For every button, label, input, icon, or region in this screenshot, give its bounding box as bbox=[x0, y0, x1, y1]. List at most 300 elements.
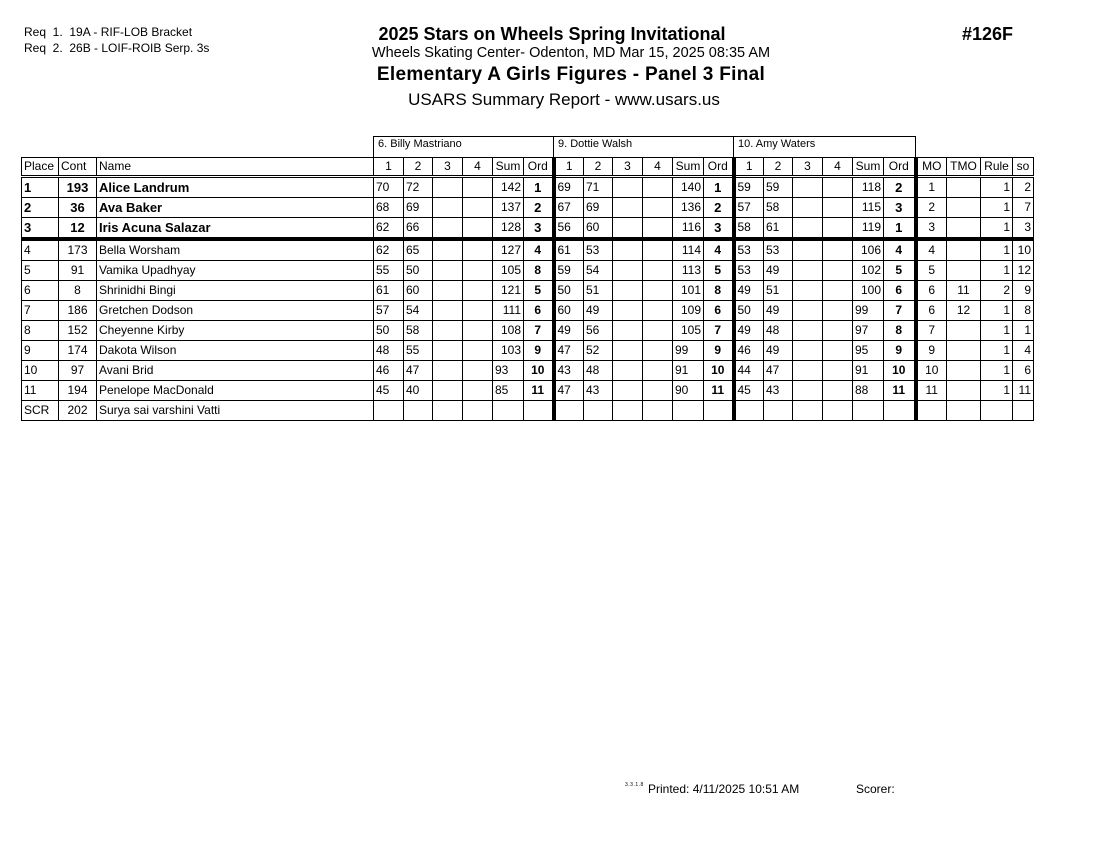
mark-cell: 60 bbox=[404, 281, 433, 301]
so-cell: 2 bbox=[1013, 177, 1034, 198]
name-cell: Iris Acuna Salazar bbox=[97, 218, 374, 240]
mark-cell: 49 bbox=[584, 301, 613, 321]
col-header-mark-3: 3 bbox=[433, 158, 463, 177]
name-cell: Surya sai varshini Vatti bbox=[97, 401, 374, 421]
tmo-cell bbox=[947, 341, 981, 361]
mark-cell bbox=[433, 361, 463, 381]
mark-cell bbox=[823, 239, 853, 261]
col-header-mark-2: 2 bbox=[764, 158, 793, 177]
mark-cell: 60 bbox=[584, 218, 613, 240]
mark-cell bbox=[463, 218, 493, 240]
mark-cell: 44 bbox=[734, 361, 764, 381]
mo-cell: 11 bbox=[916, 381, 947, 401]
mark-cell bbox=[463, 341, 493, 361]
mark-cell bbox=[793, 341, 823, 361]
table-row bbox=[22, 341, 1034, 361]
table-row bbox=[22, 177, 1034, 198]
mark-cell: 43 bbox=[764, 381, 793, 401]
ord-cell: 3 bbox=[884, 198, 916, 218]
sum-cell: 127 bbox=[493, 239, 524, 261]
mark-cell: 61 bbox=[374, 281, 404, 301]
rule-cell: 1 bbox=[981, 239, 1013, 261]
name-cell: Gretchen Dodson bbox=[97, 301, 374, 321]
rule-cell: 1 bbox=[981, 361, 1013, 381]
mark-cell: 61 bbox=[764, 218, 793, 240]
sum-cell: 136 bbox=[673, 198, 704, 218]
col-header-cont: Cont bbox=[59, 158, 97, 177]
sum-cell: 99 bbox=[853, 301, 884, 321]
place-cell: 10 bbox=[22, 361, 59, 381]
cont-cell: 194 bbox=[59, 381, 97, 401]
mark-cell: 49 bbox=[734, 281, 764, 301]
event-title: 2025 Stars on Wheels Spring Invitational bbox=[378, 24, 726, 44]
col-header-sum: Sum bbox=[853, 158, 884, 177]
mark-cell: 49 bbox=[764, 261, 793, 281]
mark-cell bbox=[793, 177, 823, 198]
sum-cell: 115 bbox=[853, 198, 884, 218]
ord-cell bbox=[524, 401, 554, 421]
so-cell: 1 bbox=[1013, 321, 1034, 341]
ord-cell: 8 bbox=[704, 281, 734, 301]
mark-cell: 49 bbox=[764, 301, 793, 321]
name-cell: Vamika Upadhyay bbox=[97, 261, 374, 281]
sum-cell: 118 bbox=[853, 177, 884, 198]
table-row bbox=[22, 401, 1034, 421]
mark-cell: 59 bbox=[764, 177, 793, 198]
scorer-label: Scorer: bbox=[856, 782, 895, 796]
mark-cell bbox=[433, 261, 463, 281]
mark-cell bbox=[433, 239, 463, 261]
mark-cell: 61 bbox=[554, 239, 584, 261]
mark-cell bbox=[463, 261, 493, 281]
tmo-cell: 12 bbox=[947, 301, 981, 321]
mark-cell: 72 bbox=[404, 177, 433, 198]
sum-cell: 140 bbox=[673, 177, 704, 198]
col-header-ord: Ord bbox=[704, 158, 734, 177]
mark-cell bbox=[793, 218, 823, 240]
ord-cell: 3 bbox=[704, 218, 734, 240]
ord-cell: 2 bbox=[524, 198, 554, 218]
mark-cell bbox=[823, 361, 853, 381]
col-header-ord: Ord bbox=[524, 158, 554, 177]
mark-cell bbox=[613, 301, 643, 321]
mark-cell: 47 bbox=[554, 341, 584, 361]
mark-cell bbox=[613, 198, 643, 218]
mark-cell: 49 bbox=[734, 321, 764, 341]
rule-cell: 1 bbox=[981, 381, 1013, 401]
sum-cell: 119 bbox=[853, 218, 884, 240]
ord-cell: 7 bbox=[704, 321, 734, 341]
col-header-mark-3: 3 bbox=[613, 158, 643, 177]
col-header-rule: Rule bbox=[981, 158, 1013, 177]
col-header-mo: MO bbox=[916, 158, 947, 177]
ord-cell: 10 bbox=[524, 361, 554, 381]
mark-cell bbox=[613, 239, 643, 261]
place-cell: 5 bbox=[22, 261, 59, 281]
mark-cell: 50 bbox=[734, 301, 764, 321]
so-cell: 12 bbox=[1013, 261, 1034, 281]
col-header-name: Name bbox=[97, 158, 374, 177]
mark-cell: 50 bbox=[374, 321, 404, 341]
sum-cell: 116 bbox=[673, 218, 704, 240]
place-cell: 7 bbox=[22, 301, 59, 321]
mark-cell: 67 bbox=[554, 198, 584, 218]
mark-cell: 48 bbox=[374, 341, 404, 361]
ord-cell: 10 bbox=[704, 361, 734, 381]
mark-cell bbox=[793, 361, 823, 381]
mark-cell bbox=[643, 218, 673, 240]
mark-cell bbox=[823, 198, 853, 218]
mark-cell bbox=[613, 177, 643, 198]
mark-cell bbox=[433, 381, 463, 401]
place-cell: 1 bbox=[22, 177, 59, 198]
table-row bbox=[22, 218, 1034, 240]
mark-cell: 58 bbox=[404, 321, 433, 341]
venue-date: Wheels Skating Center- Odenton, MD Mar 15, 2025 08:35 AM bbox=[371, 45, 771, 61]
cont-cell: 8 bbox=[59, 281, 97, 301]
mo-cell: 7 bbox=[916, 321, 947, 341]
so-cell: 4 bbox=[1013, 341, 1034, 361]
mark-cell bbox=[793, 401, 823, 421]
place-cell: 9 bbox=[22, 341, 59, 361]
table-row bbox=[22, 239, 1034, 261]
mark-cell: 56 bbox=[584, 321, 613, 341]
so-cell: 8 bbox=[1013, 301, 1034, 321]
table-row bbox=[22, 261, 1034, 281]
tmo-cell bbox=[947, 321, 981, 341]
rule-cell: 2 bbox=[981, 281, 1013, 301]
ord-cell: 9 bbox=[884, 341, 916, 361]
col-header-sum: Sum bbox=[493, 158, 524, 177]
mark-cell: 49 bbox=[554, 321, 584, 341]
col-header-mark-1: 1 bbox=[734, 158, 764, 177]
sum-cell: 101 bbox=[673, 281, 704, 301]
so-cell: 7 bbox=[1013, 198, 1034, 218]
judge-2-header: 9. Dottie Walsh bbox=[554, 137, 734, 158]
col-header-mark-2: 2 bbox=[584, 158, 613, 177]
mark-cell: 54 bbox=[584, 261, 613, 281]
place-cell: 4 bbox=[22, 239, 59, 261]
rule-cell: 1 bbox=[981, 198, 1013, 218]
sum-cell: 105 bbox=[673, 321, 704, 341]
sum-cell: 95 bbox=[853, 341, 884, 361]
mark-cell bbox=[643, 239, 673, 261]
name-cell: Penelope MacDonald bbox=[97, 381, 374, 401]
sum-cell: 97 bbox=[853, 321, 884, 341]
mark-cell: 43 bbox=[554, 361, 584, 381]
sum-cell: 108 bbox=[493, 321, 524, 341]
sum-cell: 85 bbox=[493, 381, 524, 401]
ord-cell: 7 bbox=[884, 301, 916, 321]
mo-cell: 3 bbox=[916, 218, 947, 240]
mark-cell bbox=[584, 401, 613, 421]
sum-cell: 121 bbox=[493, 281, 524, 301]
mark-cell bbox=[433, 281, 463, 301]
sum-cell: 91 bbox=[853, 361, 884, 381]
mark-cell: 43 bbox=[584, 381, 613, 401]
ord-cell: 9 bbox=[524, 341, 554, 361]
ord-cell: 8 bbox=[884, 321, 916, 341]
ord-cell bbox=[884, 401, 916, 421]
mark-cell bbox=[793, 281, 823, 301]
rule-cell: 1 bbox=[981, 218, 1013, 240]
mark-cell bbox=[463, 239, 493, 261]
mark-cell bbox=[643, 321, 673, 341]
col-header-mark-3: 3 bbox=[793, 158, 823, 177]
mark-cell bbox=[643, 261, 673, 281]
mark-cell: 69 bbox=[554, 177, 584, 198]
report-title: USARS Summary Report - www.usars.us bbox=[408, 90, 720, 109]
mark-cell bbox=[643, 198, 673, 218]
mark-cell bbox=[463, 198, 493, 218]
mo-cell: 10 bbox=[916, 361, 947, 381]
name-cell: Avani Brid bbox=[97, 361, 374, 381]
ord-cell: 6 bbox=[524, 301, 554, 321]
mark-cell: 57 bbox=[734, 198, 764, 218]
sum-cell: 99 bbox=[673, 341, 704, 361]
so-cell: 6 bbox=[1013, 361, 1034, 381]
mark-cell bbox=[823, 321, 853, 341]
mark-cell: 56 bbox=[554, 218, 584, 240]
judge-3-header: 10. Amy Waters bbox=[734, 137, 916, 158]
mark-cell bbox=[613, 401, 643, 421]
mark-cell: 62 bbox=[374, 218, 404, 240]
mark-cell: 52 bbox=[584, 341, 613, 361]
mark-cell: 71 bbox=[584, 177, 613, 198]
judge-1-header: 6. Billy Mastriano bbox=[374, 137, 554, 158]
sum-cell bbox=[853, 401, 884, 421]
mark-cell: 50 bbox=[404, 261, 433, 281]
mark-cell: 53 bbox=[584, 239, 613, 261]
mark-cell bbox=[643, 281, 673, 301]
mark-cell bbox=[613, 321, 643, 341]
sum-cell: 128 bbox=[493, 218, 524, 240]
mark-cell: 66 bbox=[404, 218, 433, 240]
mark-cell bbox=[433, 321, 463, 341]
name-cell: Dakota Wilson bbox=[97, 341, 374, 361]
mark-cell bbox=[793, 381, 823, 401]
mark-cell bbox=[764, 401, 793, 421]
mark-cell bbox=[643, 177, 673, 198]
mark-cell: 53 bbox=[734, 239, 764, 261]
col-header-tmo: TMO bbox=[947, 158, 981, 177]
sum-cell: 91 bbox=[673, 361, 704, 381]
cont-cell: 174 bbox=[59, 341, 97, 361]
mark-cell bbox=[463, 401, 493, 421]
ord-cell: 11 bbox=[704, 381, 734, 401]
cont-cell: 97 bbox=[59, 361, 97, 381]
mark-cell bbox=[433, 218, 463, 240]
mo-cell: 6 bbox=[916, 281, 947, 301]
name-cell: Alice Landrum bbox=[97, 177, 374, 198]
ord-cell: 11 bbox=[524, 381, 554, 401]
so-cell bbox=[1013, 401, 1034, 421]
name-cell: Cheyenne Kirby bbox=[97, 321, 374, 341]
mark-cell: 48 bbox=[764, 321, 793, 341]
mark-cell: 47 bbox=[404, 361, 433, 381]
table-row bbox=[22, 301, 1034, 321]
ord-cell: 11 bbox=[884, 381, 916, 401]
table-row bbox=[22, 321, 1034, 341]
ord-cell: 2 bbox=[884, 177, 916, 198]
ord-cell: 4 bbox=[524, 239, 554, 261]
ord-cell: 5 bbox=[524, 281, 554, 301]
printed-timestamp: Printed: 4/11/2025 10:51 AM bbox=[648, 782, 800, 796]
rule-cell: 1 bbox=[981, 261, 1013, 281]
requirement-1: Req 1. 19A - RIF-LOB Bracket bbox=[24, 25, 193, 39]
mark-cell: 51 bbox=[764, 281, 793, 301]
requirement-2: Req 2. 26B - LOIF-ROIB Serp. 3s bbox=[24, 41, 210, 55]
table-row bbox=[22, 381, 1034, 401]
rule-cell bbox=[981, 401, 1013, 421]
mark-cell bbox=[613, 361, 643, 381]
ord-cell: 9 bbox=[704, 341, 734, 361]
name-cell: Ava Baker bbox=[97, 198, 374, 218]
mark-cell bbox=[433, 401, 463, 421]
cont-cell: 91 bbox=[59, 261, 97, 281]
mark-cell bbox=[404, 401, 433, 421]
mark-cell bbox=[613, 261, 643, 281]
mark-cell bbox=[823, 281, 853, 301]
mark-cell bbox=[613, 218, 643, 240]
ord-cell: 10 bbox=[884, 361, 916, 381]
mark-cell: 69 bbox=[584, 198, 613, 218]
mark-cell bbox=[823, 218, 853, 240]
mo-cell: 6 bbox=[916, 301, 947, 321]
sum-cell: 114 bbox=[673, 239, 704, 261]
mark-cell bbox=[823, 381, 853, 401]
mark-cell: 47 bbox=[764, 361, 793, 381]
mo-cell: 5 bbox=[916, 261, 947, 281]
col-header-mark-4: 4 bbox=[823, 158, 853, 177]
place-cell: 6 bbox=[22, 281, 59, 301]
mark-cell bbox=[823, 341, 853, 361]
mark-cell: 48 bbox=[584, 361, 613, 381]
mark-cell: 55 bbox=[404, 341, 433, 361]
event-number: #126F bbox=[962, 24, 1014, 44]
ord-cell: 1 bbox=[704, 177, 734, 198]
mark-cell: 50 bbox=[554, 281, 584, 301]
ord-cell: 1 bbox=[524, 177, 554, 198]
mark-cell bbox=[793, 261, 823, 281]
ord-cell: 4 bbox=[704, 239, 734, 261]
mark-cell bbox=[613, 381, 643, 401]
name-cell: Bella Worsham bbox=[97, 239, 374, 261]
judges-row bbox=[22, 137, 1034, 158]
table-row bbox=[22, 361, 1034, 381]
mark-cell: 57 bbox=[374, 301, 404, 321]
mark-cell bbox=[793, 301, 823, 321]
mark-cell bbox=[823, 301, 853, 321]
ord-cell: 8 bbox=[524, 261, 554, 281]
cont-cell: 173 bbox=[59, 239, 97, 261]
rule-cell: 1 bbox=[981, 341, 1013, 361]
mark-cell bbox=[793, 198, 823, 218]
mark-cell bbox=[463, 381, 493, 401]
ord-cell: 6 bbox=[884, 281, 916, 301]
place-cell: SCR bbox=[22, 401, 59, 421]
tmo-cell bbox=[947, 218, 981, 240]
ord-cell: 7 bbox=[524, 321, 554, 341]
sum-cell bbox=[493, 401, 524, 421]
mo-cell: 9 bbox=[916, 341, 947, 361]
mark-cell: 46 bbox=[374, 361, 404, 381]
mo-cell: 4 bbox=[916, 239, 947, 261]
mark-cell bbox=[554, 401, 584, 421]
sum-cell: 106 bbox=[853, 239, 884, 261]
sum-cell: 100 bbox=[853, 281, 884, 301]
mark-cell bbox=[643, 341, 673, 361]
mark-cell: 55 bbox=[374, 261, 404, 281]
mark-cell: 59 bbox=[554, 261, 584, 281]
tmo-cell bbox=[947, 401, 981, 421]
mark-cell bbox=[643, 361, 673, 381]
mark-cell bbox=[613, 281, 643, 301]
col-header-mark-4: 4 bbox=[643, 158, 673, 177]
mark-cell: 53 bbox=[764, 239, 793, 261]
column-header-row bbox=[22, 158, 1034, 177]
col-header-ord: Ord bbox=[884, 158, 916, 177]
mark-cell bbox=[463, 361, 493, 381]
mark-cell bbox=[793, 239, 823, 261]
mark-cell: 58 bbox=[764, 198, 793, 218]
mark-cell: 47 bbox=[554, 381, 584, 401]
tmo-cell bbox=[947, 177, 981, 198]
col-header-so: so bbox=[1013, 158, 1034, 177]
mark-cell: 58 bbox=[734, 218, 764, 240]
cont-cell: 186 bbox=[59, 301, 97, 321]
mark-cell bbox=[433, 177, 463, 198]
mark-cell: 51 bbox=[584, 281, 613, 301]
place-cell: 3 bbox=[22, 218, 59, 240]
mark-cell: 46 bbox=[734, 341, 764, 361]
col-header-mark-1: 1 bbox=[554, 158, 584, 177]
place-cell: 11 bbox=[22, 381, 59, 401]
rule-cell: 1 bbox=[981, 321, 1013, 341]
mark-cell bbox=[643, 381, 673, 401]
mark-cell bbox=[734, 401, 764, 421]
mo-cell: 1 bbox=[916, 177, 947, 198]
ord-cell: 3 bbox=[524, 218, 554, 240]
col-header-mark-2: 2 bbox=[404, 158, 433, 177]
cont-cell: 12 bbox=[59, 218, 97, 240]
mark-cell: 53 bbox=[734, 261, 764, 281]
mark-cell: 62 bbox=[374, 239, 404, 261]
mark-cell bbox=[433, 341, 463, 361]
tmo-cell: 11 bbox=[947, 281, 981, 301]
place-cell: 2 bbox=[22, 198, 59, 218]
col-header-sum: Sum bbox=[673, 158, 704, 177]
tmo-cell bbox=[947, 361, 981, 381]
mark-cell: 59 bbox=[734, 177, 764, 198]
mo-cell: 2 bbox=[916, 198, 947, 218]
sum-cell: 113 bbox=[673, 261, 704, 281]
place-cell: 8 bbox=[22, 321, 59, 341]
results-table bbox=[21, 136, 1034, 421]
sum-cell: 142 bbox=[493, 177, 524, 198]
sum-cell: 93 bbox=[493, 361, 524, 381]
table-row bbox=[22, 198, 1034, 218]
sum-cell: 88 bbox=[853, 381, 884, 401]
ord-cell: 6 bbox=[704, 301, 734, 321]
mark-cell bbox=[643, 401, 673, 421]
mark-cell bbox=[823, 177, 853, 198]
mark-cell bbox=[823, 401, 853, 421]
mark-cell bbox=[463, 321, 493, 341]
rule-cell: 1 bbox=[981, 301, 1013, 321]
mark-cell bbox=[433, 198, 463, 218]
tmo-cell bbox=[947, 239, 981, 261]
